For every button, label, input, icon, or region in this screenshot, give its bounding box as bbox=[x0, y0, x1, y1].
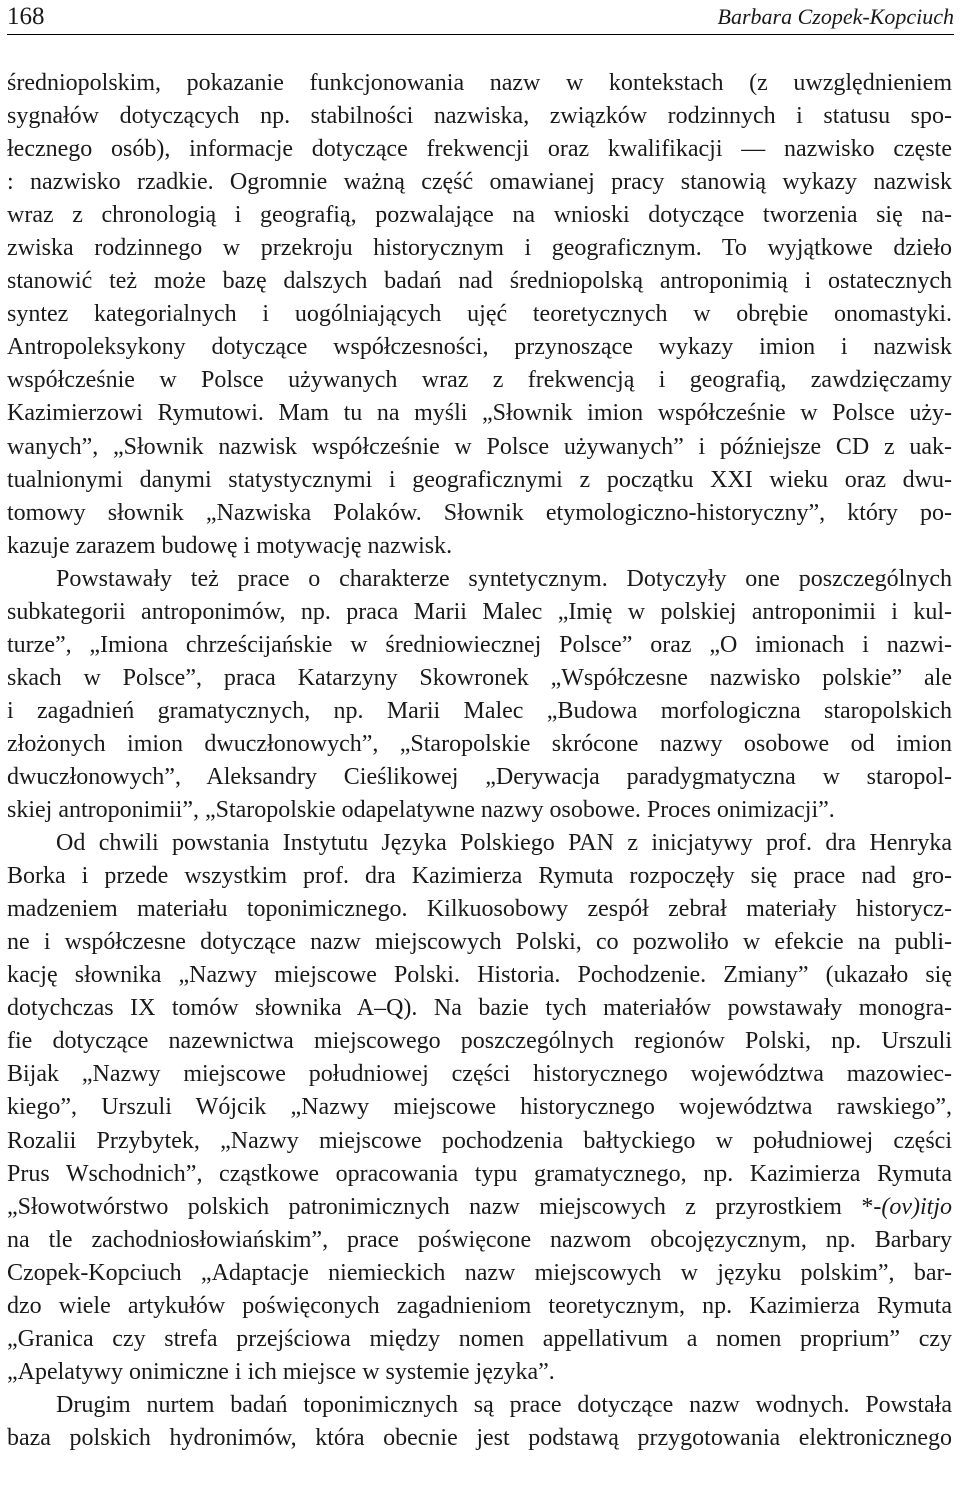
text-line: stanowić też może bazę dalszych badań nad średniopolską antroponimią i ostatecznych bbox=[7, 268, 952, 295]
text-line: Drugim nurtem badań toponimicznych są prace dotyczące nazw wodnych. Powstała bbox=[56, 1391, 952, 1418]
text-line: skiej antroponimii”, „Staropolskie odapelatywne nazwy osobowe. Proces onimizacji”. bbox=[7, 797, 835, 824]
text-line: tualnionymi danymi statystycznymi i geograficznymi z początku XXI wieku oraz dwu- bbox=[7, 466, 952, 493]
text-line: sygnałów dotyczących np. stabilności nazwiska, związków rodzinnych i statusu spo- bbox=[7, 103, 952, 130]
text-line: na tle zachodniosłowiańskim”, prace poświęcone nazwom obcojęzycznym, np. Barbary bbox=[7, 1226, 952, 1253]
text-line: „Słowotwórstwo polskich patronimicznych nazw miejscowych z przyrostkiem *-(ov)itjo bbox=[7, 1193, 952, 1220]
text-line: dotychczas IX tomów słownika A–Q). Na bazie tych materiałów powstawały monogra- bbox=[7, 995, 952, 1022]
text-line: i zagadnień gramatycznych, np. Marii Malec „Budowa morfologiczna staropolskich bbox=[7, 697, 952, 724]
body-text bbox=[7, 67, 952, 1455]
text-line: łecznego osób), informacje dotyczące frekwencji oraz kwalifikacji — nazwisko częste bbox=[7, 136, 952, 163]
text-line: Kazimierzowi Rymutowi. Mam tu na myśli „Słownik imion współcześnie w Polsce uży- bbox=[7, 400, 952, 427]
text-line: kację słownika „Nazwy miejscowe Polski. Historia. Pochodzenie. Zmiany” (ukazało się bbox=[7, 962, 952, 989]
page-number: 168 bbox=[7, 3, 45, 30]
text-line: syntez kategorialnych i uogólniających ujęć teoretycznych w obrębie onomastyki. bbox=[7, 301, 952, 328]
text-line: dzo wiele artykułów poświęconych zagadnieniom teoretycznym, np. Kazimierza Rymuta bbox=[7, 1292, 952, 1319]
text-line: „Apelatywy onimiczne i ich miejsce w systemie języka”. bbox=[7, 1358, 555, 1385]
text-line: Prus Wschodnich”, cząstkowe opracowania typu gramatycznego, np. Kazimierza Rymuta bbox=[7, 1160, 952, 1187]
text-line: zwiska rodzinnego w przekroju historycznym i geograficznym. To wyjątkowe dzieło bbox=[7, 235, 952, 262]
text-line: Borka i przede wszystkim prof. dra Kazimierza Rymuta rozpoczęły się prace nad gro- bbox=[7, 863, 952, 890]
text-line: Bijak „Nazwy miejscowe południowej części historycznego województwa mazowiec- bbox=[7, 1061, 952, 1088]
text-line: : nazwisko rzadkie. Ogromnie ważną część omawianej pracy stanowią wykazy nazwisk bbox=[7, 169, 952, 196]
running-head: Barbara Czopek-Kopciuch bbox=[717, 4, 954, 29]
text-line: wraz z chronologią i geografią, pozwalające na wnioski dotyczące tworzenia się na- bbox=[7, 202, 952, 229]
text-line: współcześnie w Polsce używanych wraz z frekwencją i geografią, zawdzięczamy bbox=[7, 367, 952, 394]
text-line: Powstawały też prace o charakterze syntetycznym. Dotyczyły one poszczególnych bbox=[56, 565, 952, 592]
text-line: subkategorii antroponimów, np. praca Marii Malec „Imię w polskiej antroponimii i kul- bbox=[7, 598, 952, 625]
text-line: baza polskich hydronimów, która obecnie jest podstawą przygotowania elektronicznego bbox=[7, 1424, 952, 1451]
text-line: fie dotyczące nazewnictwa miejscowego poszczególnych regionów Polski, np. Urszuli bbox=[7, 1028, 952, 1055]
text-line: madzeniem materiału toponimicznego. Kilkuosobowy zespół zebrał materiały historycz- bbox=[7, 896, 952, 923]
text-line: dwuczłonowych”, Aleksandry Cieślikowej „Derywacja paradygmatyczna w staropol- bbox=[7, 763, 952, 790]
page-header bbox=[7, 0, 954, 35]
text-line: złożonych imion dwuczłonowych”, „Staropolskie skrócone nazwy osobowe od imion bbox=[7, 730, 952, 757]
text-line: kiego”, Urszuli Wójcik „Nazwy miejscowe historycznego województwa rawskiego”, bbox=[7, 1094, 952, 1121]
text-line: skach w Polsce”, praca Katarzyny Skowronek „Współczesne nazwisko polskie” ale bbox=[7, 664, 952, 691]
text-line: wanych”, „Słownik nazwisk współcześnie w Polsce używanych” i późniejsze CD z uak- bbox=[7, 433, 952, 460]
text-line: „Granica czy strefa przejściowa między nomen appellativum a nomen proprium” czy bbox=[7, 1325, 952, 1352]
text-line: Czopek-Kopciuch „Adaptacje niemieckich nazw miejscowych w języku polskim”, bar- bbox=[7, 1259, 952, 1286]
text-line: średniopolskim, pokazanie funkcjonowania nazw w kontekstach (z uwzględnieniem bbox=[7, 70, 952, 96]
text-line: kazuje zarazem budowę i motywację nazwisk. bbox=[7, 532, 453, 559]
text-line: Rozalii Przybytek, „Nazwy miejscowe pochodzenia bałtyckiego w południowej części bbox=[7, 1127, 952, 1154]
text-line: Antropoleksykony dotyczące współczesności, przynoszące wykazy imion i nazwisk bbox=[7, 334, 952, 361]
text-line: turze”, „Imiona chrześcijańskie w średniowiecznej Polsce” oraz „O imionach i nazwi- bbox=[7, 631, 952, 658]
text-line: tomowy słownik „Nazwiska Polaków. Słownik etymologiczno-historyczny”, który po- bbox=[7, 499, 952, 526]
text-line: ne i współczesne dotyczące nazw miejscowych Polski, co pozwoliło w efekcie na publi- bbox=[7, 929, 952, 956]
text-line: Od chwili powstania Instytutu Języka Polskiego PAN z inicjatywy prof. dra Henryka bbox=[56, 830, 952, 857]
